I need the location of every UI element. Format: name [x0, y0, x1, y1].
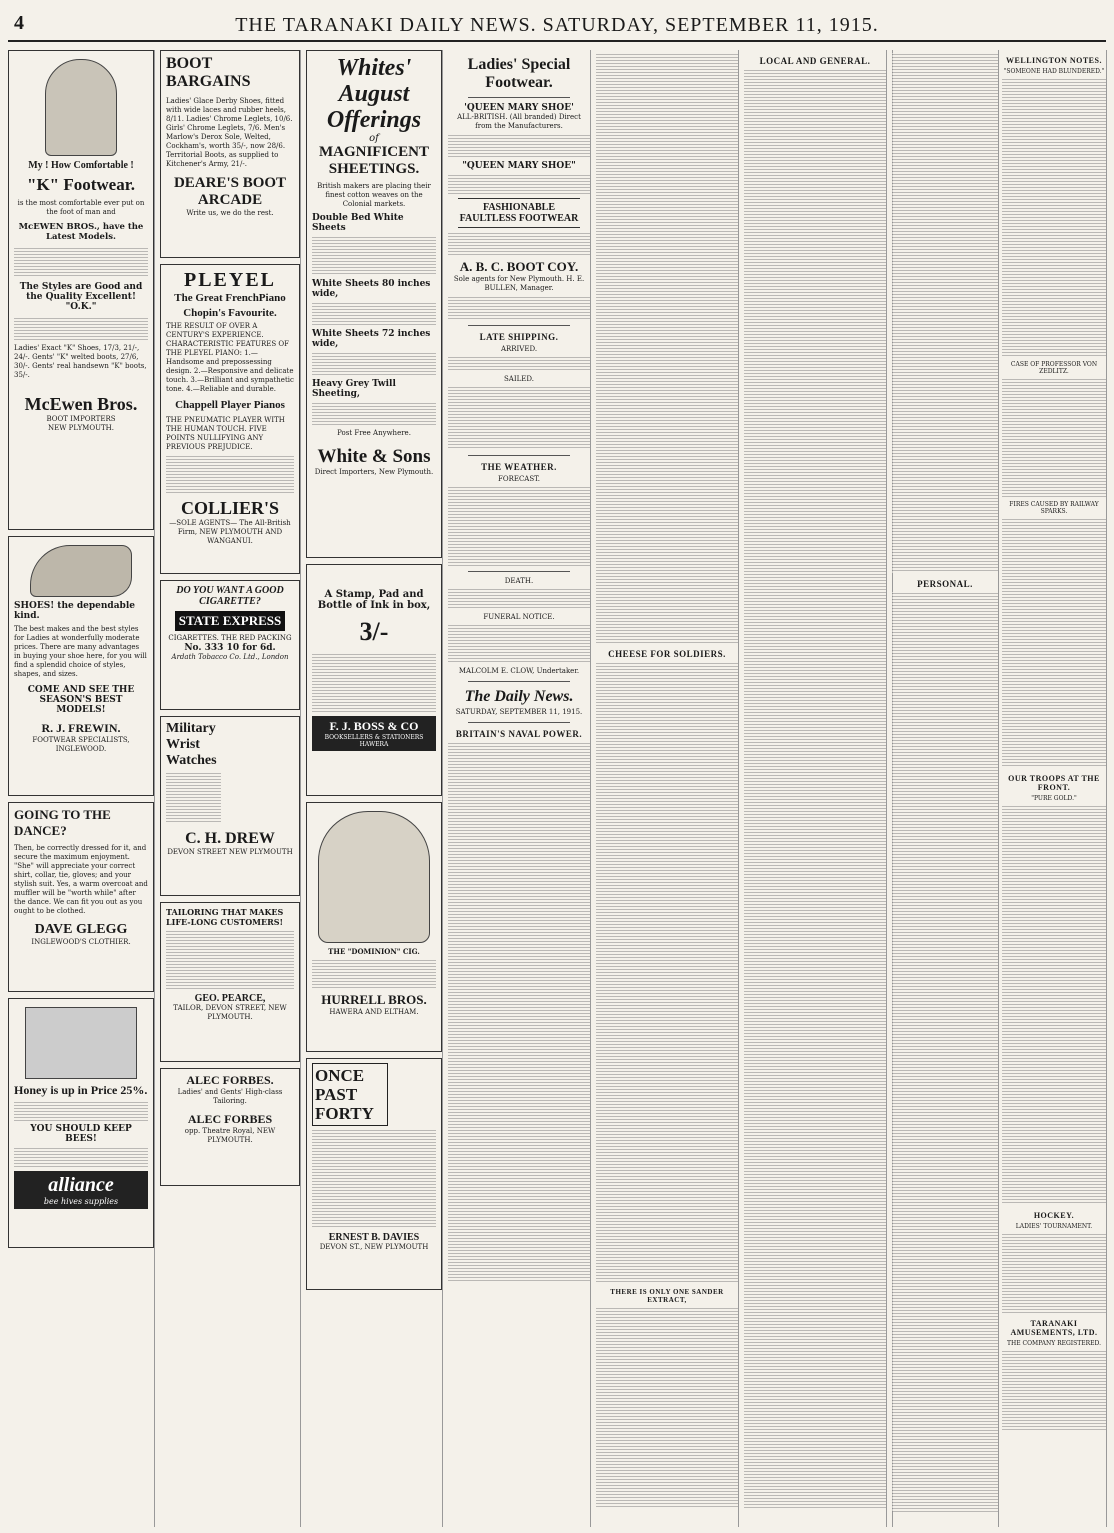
pleyel-body: THE RESULT OF OVER A CENTURY'S EXPERIENCE. CHARACTERISTIC FEATURES OF THE PLEYEL PIANO: 1.—Handsome and prepossessing design. 2.—Responsive and delicate touch. 3.—Brilliant and sympathetic tone. 4.—Reliable and durable. [166, 322, 294, 393]
hurrell-name: HURRELL BROS. [321, 992, 427, 1007]
sailed-head: SAILED. [504, 375, 534, 383]
queen-mary-2: "QUEEN MARY SHOE" [462, 161, 576, 171]
alliance-logo: alliance [48, 1174, 114, 1196]
boot-bargains-items: Ladies' Glace Derby Shoes, fitted with wide laces and rubber heels, 8/11. Ladies' Chrome Leglets, 10/6. Girls' Chrome Leglets, 7/6. Men's Marlow's Derox Sole, Welted, Cockham's, worth 35/-, now 28/6. Territorial Boots, as supplied to Kitchener's Army, 21/-. [166, 97, 293, 168]
whites-addr: Direct Importers, New Plymouth. [314, 468, 434, 476]
drew-name: C. H. DREW [185, 830, 275, 847]
military-watch-ad [160, 716, 300, 896]
collier-sub: —SOLE AGENTS— The All-British Firm, NEW PLYMOUTH AND WANGANUI. [169, 519, 291, 545]
sheets-2: White Sheets 80 inches wide, [312, 279, 431, 299]
deare-sub: Write us, we do the rest. [186, 209, 274, 217]
shoe-illustration [30, 545, 132, 597]
column-7b [892, 50, 999, 1527]
pleyel-sub: The Great FrenchPiano [174, 292, 286, 304]
k-body: is the most comfortable ever put on the foot of man and [17, 199, 145, 216]
boot-bargains-head: BOOT BARGAINS [166, 55, 251, 90]
sheets-3: White Sheets 72 inches wide, [312, 329, 431, 349]
stamp-ad [306, 564, 442, 796]
tailor-head: TAILORING THAT MAKES LIFE-LONG CUSTOMERS! [166, 907, 284, 927]
column-1 [8, 50, 155, 1527]
company-registered-head: THE COMPANY REGISTERED. [1006, 1340, 1102, 1347]
pram-illustration [318, 811, 430, 943]
pearce-name: GEO. PEARCE, [194, 993, 266, 1004]
military-head: Military Wrist Watches [166, 721, 217, 768]
k-seller: McEWEN BROS., have the Latest Models. [18, 222, 144, 242]
forbes-ad [160, 1068, 300, 1186]
whites-ad [306, 50, 442, 558]
shoes-headline: SHOES! the dependable kind. [14, 601, 135, 621]
forecast-head: FORECAST. [497, 475, 541, 483]
local-general-head: LOCAL AND GENERAL. [759, 56, 871, 66]
man-portrait-illustration [45, 59, 117, 156]
masthead [8, 10, 1106, 42]
pleyel-name: PLEYEL [183, 269, 277, 291]
sheets-1: Double Bed White Sheets [312, 213, 404, 233]
boot-bargains-ad [160, 50, 300, 258]
mcewen-town: NEW PLYMOUTH. [48, 424, 114, 432]
personal-head: PERSONAL. [917, 579, 973, 589]
blundered-head: "SOMEONE HAD BLUNDERED." [1003, 68, 1105, 75]
state-sub: CIGARETTES. THE RED PACKING [168, 634, 292, 642]
hurrell-ad [306, 802, 442, 1052]
daily-news-logo: The Daily News. [464, 688, 574, 705]
shoes-cta: COME AND SEE THE SEASON'S BEST MODELS! [27, 685, 135, 715]
fires-head: FIRES CAUSED BY RAILWAY SPARKS. [1009, 501, 1099, 515]
boss-sub: BOOKSELLERS & STATIONERS HAWERA [324, 734, 424, 748]
frewin-name: R. J. FREWIN. [41, 721, 121, 735]
column-4 [448, 50, 591, 1527]
stamp-price: 3/- [359, 617, 389, 646]
shoes-body: The best makes and the best styles for Ladies at wonderfully moderate prices. There are many advantages in buying your shoe here, for you will find a splendid choice of styles, shapes, and sizes. [14, 625, 147, 678]
ladies-tournament-head: LADIES' TOURNAMENT. [1015, 1223, 1093, 1230]
whites-sons: White & Sons [317, 446, 431, 467]
column-3 [306, 50, 443, 1527]
queen-mary-1: 'QUEEN MARY SHOE' [464, 103, 574, 113]
abc-boot-coy: A. B. C. BOOT COY. [459, 259, 579, 274]
state-question: DO YOU WANT A GOOD CIGARETTE? [176, 585, 284, 607]
pleyel-ad [160, 264, 300, 574]
late-shipping-head: LATE SHIPPING. [479, 332, 559, 342]
deare-name: DEARE'S BOOT ARCADE [173, 175, 287, 208]
chopin-line: Chopin's Favourite. [183, 307, 277, 319]
forbes-name: ALEC FORBES. [186, 1073, 274, 1087]
state-brand: STATE EXPRESS [175, 611, 285, 631]
dance-headline: GOING TO THE DANCE? [14, 807, 111, 838]
amusements-head: TARANAKI AMUSEMENTS, LTD. [1010, 1319, 1098, 1337]
boss-name: F. J. BOSS & CO [329, 719, 419, 733]
column-5 [596, 50, 739, 1527]
hockey-head: HOCKEY. [1033, 1211, 1075, 1220]
glegg-sub: INGLEWOOD'S CLOTHIER. [31, 938, 131, 946]
frewin-ad [8, 536, 154, 796]
state-maker: Ardath Tobacco Co. Ltd., London [171, 653, 289, 661]
once-past-forty: ONCE PAST FORTY [312, 1063, 388, 1126]
stamp-head: A Stamp, Pad and Bottle of Ink in box, [317, 589, 431, 611]
zedlitz-head: CASE OF PROFESSOR VON ZEDLITZ. [1010, 361, 1098, 375]
pearce-ad [160, 902, 300, 1062]
collier-name: COLLIER'S [180, 498, 280, 518]
k-headline: My ! How Comfortable ! [28, 160, 134, 171]
davies-sub: DEVON ST., NEW PLYMOUTH [319, 1243, 429, 1251]
chappell-name: Chappell Player Pianos [175, 399, 285, 411]
troops-head: OUR TROOPS AT THE FRONT. [1008, 774, 1100, 792]
dominion-cig: THE "DOMINION" CIG. [328, 947, 420, 956]
arrived-head: ARRIVED. [500, 345, 538, 353]
page-number: 4 [14, 12, 24, 34]
davies-name: ERNEST B. DAVIES [328, 1232, 420, 1243]
daily-news-date: SATURDAY, SEPTEMBER 11, 1915. [455, 708, 583, 716]
post-free: Post Free Anywhere. [337, 429, 411, 437]
forbes2-name: ALEC FORBES [187, 1112, 273, 1126]
column-6 [744, 50, 887, 1527]
whites-body: British makers are placing their finest cotton weaves on the Colonial markets. [317, 182, 431, 208]
whites-of: of [369, 133, 379, 144]
forbes-sub: Ladies' and Gents' High-class Tailoring. [177, 1088, 283, 1105]
k-styles: The Styles are Good and the Quality Excellent! "O.K." [19, 282, 143, 312]
ladies-footwear-head: Ladies' Special Footwear. [467, 56, 571, 91]
whites-sheetings: MAGNIFICENT SHEETINGS. [318, 144, 429, 177]
pure-gold-head: "PURE GOLD." [1031, 795, 1077, 802]
honey-ad [8, 998, 154, 1248]
queen-mary-sub: ALL-BRITISH. (All branded) Direct from the Manufacturers. [457, 113, 581, 130]
wellington-head: WELLINGTON NOTES. [1006, 56, 1102, 65]
frewin-sub: FOOTWEAR SPECIALISTS, INGLEWOOD. [32, 736, 130, 753]
newspaper-title: THE TARANAKI DAILY NEWS. SATURDAY, SEPTEMBER 11, 1915. [235, 14, 879, 36]
davies-ad [306, 1058, 442, 1290]
pearce-sub: TAILOR, DEVON STREET, NEW PLYMOUTH. [173, 1004, 287, 1021]
column-8 [1002, 50, 1107, 1527]
death-head: DEATH. [504, 577, 534, 585]
mcewen-name: McEwen Bros. [24, 394, 138, 414]
chappell-body: THE PNEUMATIC PLAYER WITH THE HUMAN TOUCH. FIVE POINTS NULLIFYING ANY PREVIOUS PREJUDICE. [166, 416, 285, 451]
undertaker: MALCOLM E. CLOW, Undertaker. [458, 667, 580, 675]
state-price: No. 333 10 for 6d. [184, 643, 276, 653]
mcewen-sub: BOOT IMPORTERS [46, 415, 116, 423]
drew-sub: DEVON STREET NEW PLYMOUTH [167, 848, 293, 856]
abc-sub: Sole agents for New Plymouth. H. E. BULLEN, Manager. [453, 275, 585, 292]
whites-title: Whites' August Offerings [326, 55, 422, 133]
sheets-4: Heavy Grey Twill Sheeting, [312, 379, 396, 399]
fashionable-footwear: FASHIONABLE FAULTLESS FOOTWEAR [458, 198, 580, 228]
sanders-head: THERE IS ONLY ONE SANDER EXTRACT, [610, 1288, 724, 1304]
k-footwear-ad [8, 50, 154, 530]
hurrell-sub: HAWERA AND ELTHAM. [329, 1008, 419, 1016]
beehive-illustration [25, 1007, 137, 1079]
cheese-head: CHEESE FOR SOLDIERS. [608, 649, 726, 659]
honey-headline: Honey is up in Price 25%. [14, 1083, 148, 1097]
honey-body: YOU SHOULD KEEP BEES! [30, 1124, 132, 1144]
k-prices: Ladies' Exact "K" Shoes, 17/3, 21/-, 24/-. Gents' "K" welted boots, 27/6, 30/-. Gents' real handsewn "K" boots, 35/-. [14, 344, 147, 379]
state-express-ad [160, 580, 300, 710]
alliance-sub: bee hives supplies [43, 1197, 119, 1206]
dance-body: Then, be correctly dressed for it, and secure the maximum enjoyment. "She" will appreciate your correct shirt, collar, tie, gloves; and your stylish suit. Yes, a warm overcoat and muffler will be "worth while" after the dance. We can fit you out as you ought to be clothed. [14, 844, 148, 915]
k-brand: "K" Footwear. [27, 175, 135, 194]
glegg-ad [8, 802, 154, 992]
naval-power-head: BRITAIN'S NAVAL POWER. [455, 729, 583, 739]
forbes2-sub: opp. Theatre Royal, NEW PLYMOUTH. [184, 1127, 276, 1144]
funeral-head: FUNERAL NOTICE. [483, 613, 555, 621]
glegg-name: DAVE GLEGG [34, 922, 128, 937]
column-2 [160, 50, 301, 1527]
weather-head: THE WEATHER. [481, 462, 557, 472]
